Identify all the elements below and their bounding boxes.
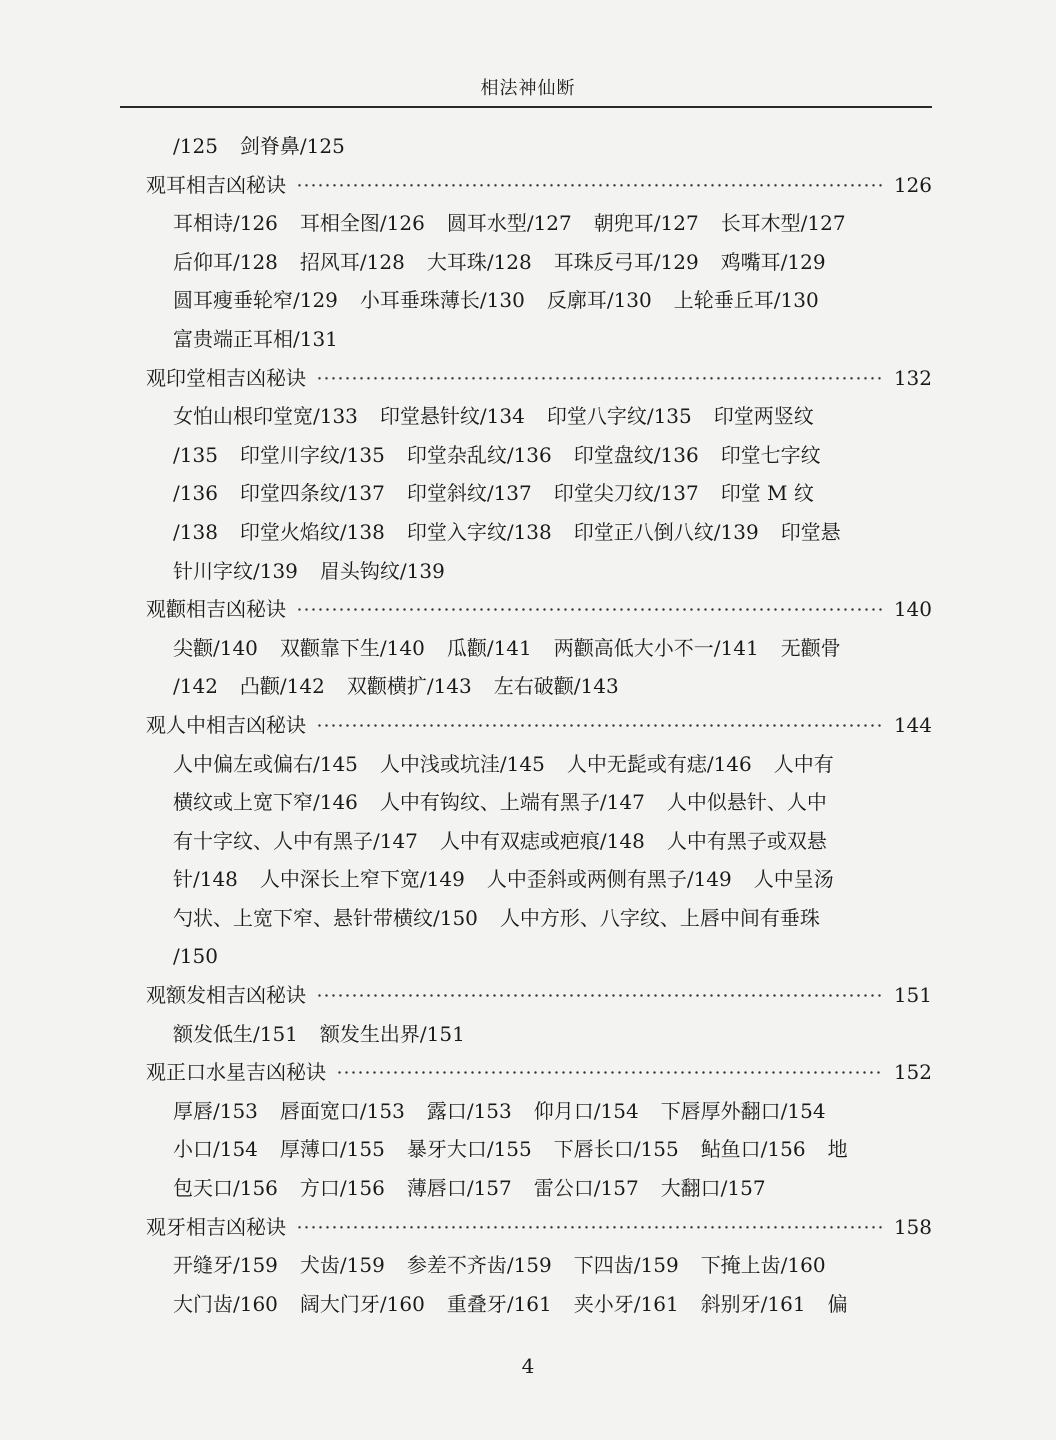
toc-entry: /125 xyxy=(173,134,218,158)
toc-entry: 印堂两竖纹 xyxy=(713,404,814,429)
toc-section-heading xyxy=(140,1053,932,1092)
toc-entry: 人中有 xyxy=(773,751,834,776)
toc-entry: 额发生出界/151 xyxy=(319,1021,465,1046)
toc-entry: 女怕山根印堂宽/133 xyxy=(173,404,358,429)
toc-entry: 下唇长口/155 xyxy=(553,1137,679,1162)
toc-entry: 重叠牙/161 xyxy=(446,1291,552,1316)
toc-entry-line xyxy=(140,629,932,668)
section-title: 观耳相吉凶秘诀 xyxy=(146,172,286,197)
toc-entry: 大翻口/157 xyxy=(660,1176,766,1201)
toc-entry-line xyxy=(140,783,932,822)
toc-entry: 人中浅或坑洼/145 xyxy=(379,751,545,776)
toc-entry: 印堂斜纹/137 xyxy=(406,481,532,506)
toc-entry: 人中有黑子或双悬 xyxy=(666,828,827,853)
toc-entry: 鲇鱼口/156 xyxy=(700,1137,806,1162)
toc-entry: 富贵端正耳相/131 xyxy=(173,326,338,351)
section-page-number: 151 xyxy=(893,983,932,1008)
toc-entry: 人中方形、八字纹、上唇中间有垂珠 xyxy=(499,905,820,930)
toc-entry: 人中歪斜或两侧有黑子/149 xyxy=(486,867,732,892)
toc-entry-line xyxy=(140,1092,932,1131)
toc-entry: 额发低生/151 xyxy=(173,1021,298,1046)
toc-entry: 厚薄口/155 xyxy=(279,1137,385,1162)
dot-leader xyxy=(296,1208,884,1247)
toc-entry: 瓜颧/141 xyxy=(446,635,532,660)
toc-entry: 人中有钩纹、上端有黑子/147 xyxy=(379,790,645,815)
dot-leader xyxy=(316,706,884,745)
toc-entry: 招风耳/128 xyxy=(299,249,405,274)
toc-entry: 夹小牙/161 xyxy=(573,1291,679,1316)
toc-entry: 鸡嘴耳/129 xyxy=(720,249,826,274)
toc-entry-line xyxy=(140,1015,932,1054)
toc-entry: 眉头钩纹/139 xyxy=(319,558,445,583)
toc-entry: 露口/153 xyxy=(426,1098,512,1123)
toc-entry: 印堂杂乱纹/136 xyxy=(406,442,552,467)
toc-entry-line xyxy=(140,474,932,513)
toc-entry: 人中偏左或偏右/145 xyxy=(173,751,358,776)
header-rule xyxy=(120,106,932,108)
toc-entry: 阔大门牙/160 xyxy=(299,1291,425,1316)
toc-entry: 印堂四条纹/137 xyxy=(239,481,385,506)
toc-section-heading xyxy=(140,706,932,745)
toc-entry: 耳相全图/126 xyxy=(299,211,425,236)
toc-entry-line xyxy=(140,1246,932,1285)
toc-entry: 双颧靠下生/140 xyxy=(279,635,425,660)
toc-entry: 方口/156 xyxy=(299,1176,385,1201)
toc-entry: 双颧横扩/143 xyxy=(346,674,472,699)
toc-entry: 大耳珠/128 xyxy=(426,249,532,274)
toc-entry: 印堂川字纹/135 xyxy=(239,442,385,467)
toc-entry: 耳相诗/126 xyxy=(173,211,278,236)
toc-entry: 左右破颧/143 xyxy=(493,674,619,699)
toc-entry: 下四齿/159 xyxy=(573,1253,679,1278)
toc-entry: 朝兜耳/127 xyxy=(593,211,699,236)
toc-entry: 仰月口/154 xyxy=(533,1098,639,1123)
toc-entry: 人中似悬针、人中 xyxy=(666,790,827,815)
toc-entry: 凸颧/142 xyxy=(239,674,325,699)
section-title: 观人中相吉凶秘诀 xyxy=(146,712,306,737)
section-page-number: 152 xyxy=(893,1060,932,1085)
toc-entry: 参差不齐齿/159 xyxy=(406,1253,552,1278)
toc-entry: 印堂尖刀纹/137 xyxy=(553,481,699,506)
toc-entry: 印堂盘纹/136 xyxy=(573,442,699,467)
toc-entry: 犬齿/159 xyxy=(299,1253,385,1278)
toc-entry: 人中无髭或有痣/146 xyxy=(566,751,752,776)
toc-entry: 唇面宽口/153 xyxy=(279,1098,405,1123)
toc-entry-line xyxy=(140,436,932,475)
toc-entry: 有十字纹、人中有黑子/147 xyxy=(173,828,418,853)
toc-entry: /142 xyxy=(173,674,218,699)
toc-entry: 小口/154 xyxy=(173,1137,258,1162)
section-title: 观印堂相吉凶秘诀 xyxy=(146,365,306,390)
toc-entry: 两颧高低大小不一/141 xyxy=(553,635,759,660)
dot-leader xyxy=(316,359,884,398)
dot-leader xyxy=(296,166,884,205)
toc-entry: 剑脊鼻/125 xyxy=(239,134,345,158)
toc-entry: 印堂 M 纹 xyxy=(720,481,814,506)
toc-entry: 印堂悬 xyxy=(780,519,841,544)
toc-entry: 暴牙大口/155 xyxy=(406,1137,532,1162)
toc-entry-line xyxy=(140,127,932,166)
toc-entry: 厚唇/153 xyxy=(173,1098,258,1123)
toc-entry: 雷公口/157 xyxy=(533,1176,639,1201)
toc-entry-line xyxy=(140,320,932,359)
toc-entry: /150 xyxy=(173,944,218,969)
toc-section-heading xyxy=(140,590,932,629)
toc-entry: 圆耳水型/127 xyxy=(446,211,572,236)
toc-entry: 尖颧/140 xyxy=(173,635,258,660)
toc-entry-line xyxy=(140,204,932,243)
toc-entry: 斜别牙/161 xyxy=(700,1291,806,1316)
section-page-number: 144 xyxy=(893,712,932,737)
toc-section-heading xyxy=(140,976,932,1015)
toc-entry: 大门齿/160 xyxy=(173,1291,278,1316)
toc-entry-line xyxy=(140,552,932,591)
toc-entry: 薄唇口/157 xyxy=(406,1176,512,1201)
toc-entry: 圆耳瘦垂轮窄/129 xyxy=(173,288,338,313)
section-page-number: 158 xyxy=(893,1214,932,1239)
toc-entry: 印堂火焰纹/138 xyxy=(239,519,385,544)
section-page-number: 126 xyxy=(893,172,932,197)
page-number: 4 xyxy=(521,1354,535,1378)
toc-entry: 横纹或上宽下窄/146 xyxy=(173,790,358,815)
toc-entry: 印堂悬针纹/134 xyxy=(379,404,525,429)
toc-entry: 开缝牙/159 xyxy=(173,1253,278,1278)
toc-entry: 无颧骨 xyxy=(780,635,841,660)
section-title: 观颧相吉凶秘诀 xyxy=(146,597,286,622)
running-header-title: 相法神仙断 xyxy=(480,78,576,99)
toc-entry: 反廓耳/130 xyxy=(546,288,652,313)
section-page-number: 140 xyxy=(893,597,932,622)
toc-entry: 针川字纹/139 xyxy=(173,558,298,583)
toc-section-heading xyxy=(140,359,932,398)
toc-entry: 下掩上齿/160 xyxy=(700,1253,826,1278)
toc-entry-line xyxy=(140,513,932,552)
toc-entry: /136 xyxy=(173,481,218,506)
toc-entry: 耳珠反弓耳/129 xyxy=(553,249,699,274)
toc-entry: 包天口/156 xyxy=(173,1176,278,1201)
table-of-contents xyxy=(140,127,932,1323)
toc-entry-line xyxy=(140,1285,932,1324)
toc-entry-line xyxy=(140,397,932,436)
toc-entry-line xyxy=(140,822,932,861)
toc-entry-line xyxy=(140,243,932,282)
toc-entry: 下唇厚外翻口/154 xyxy=(660,1098,826,1123)
toc-section-heading xyxy=(140,1208,932,1247)
toc-entry: 长耳木型/127 xyxy=(720,211,846,236)
toc-entry: 人中呈汤 xyxy=(753,867,834,892)
section-title: 观牙相吉凶秘诀 xyxy=(146,1214,286,1239)
toc-entry-line xyxy=(140,899,932,938)
toc-entry-line xyxy=(140,1169,932,1208)
toc-entry: 人中深长上窄下宽/149 xyxy=(259,867,465,892)
toc-section-heading xyxy=(140,166,932,205)
toc-entry: 上轮垂丘耳/130 xyxy=(673,288,819,313)
toc-entry: 偏 xyxy=(827,1291,848,1316)
dot-leader xyxy=(336,1053,884,1092)
dot-leader xyxy=(296,590,884,629)
toc-entry: 印堂七字纹 xyxy=(720,442,821,467)
section-title: 观正口水星吉凶秘诀 xyxy=(146,1060,326,1085)
toc-entry-line xyxy=(140,1130,932,1169)
toc-entry: 人中有双痣或疤痕/148 xyxy=(439,828,645,853)
toc-entry: 印堂入字纹/138 xyxy=(406,519,552,544)
toc-entry: 地 xyxy=(827,1137,848,1162)
toc-entry-line xyxy=(140,937,932,976)
section-title: 观额发相吉凶秘诀 xyxy=(146,983,306,1008)
toc-entry: /135 xyxy=(173,442,218,467)
toc-entry-line xyxy=(140,667,932,706)
toc-entry: /138 xyxy=(173,519,218,544)
section-page-number: 132 xyxy=(893,365,932,390)
toc-entry: 针/148 xyxy=(173,867,238,892)
toc-entry-line xyxy=(140,860,932,899)
toc-entry: 后仰耳/128 xyxy=(173,249,278,274)
toc-entry: 勺状、上宽下窄、悬针带横纹/150 xyxy=(173,905,478,930)
toc-entry-line xyxy=(140,281,932,320)
dot-leader xyxy=(316,976,884,1015)
toc-entry: 印堂正八倒八纹/139 xyxy=(573,519,759,544)
toc-entry: 小耳垂珠薄长/130 xyxy=(359,288,525,313)
toc-entry-line xyxy=(140,745,932,784)
toc-entry: 印堂八字纹/135 xyxy=(546,404,692,429)
